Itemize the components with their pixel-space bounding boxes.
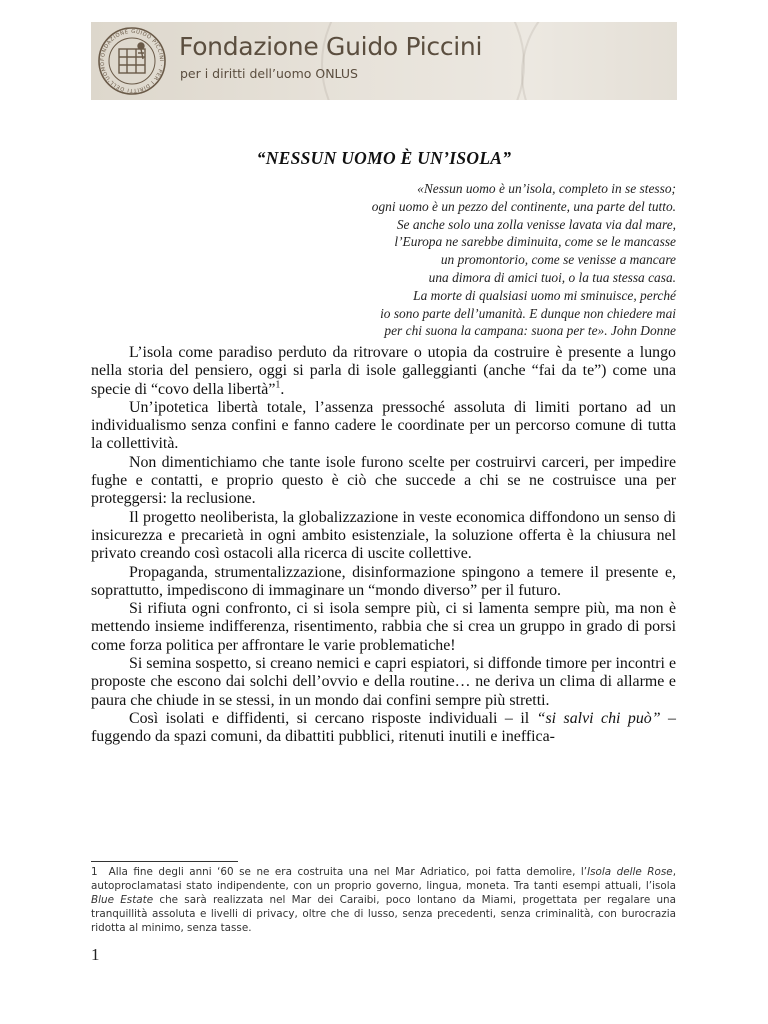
header-banner: [91, 22, 677, 100]
paragraph-text: Così isolati e diffidenti, si cercano risposte individuali – il: [129, 709, 537, 727]
italic-quote: “si salvi chi può”: [536, 709, 661, 727]
paragraph-text: – fuggendo da spazi comuni, da dibattiti pubblici, ritenuti inutili e ineffica-: [91, 709, 676, 746]
footnote-italic: Blue Estate: [91, 893, 154, 906]
paragraph: Non dimentichiamo che tante isole furono scelte per costruirvi carceri, per impedire fughe e contatti, e proprio questo è ciò che succede a chi se ne costruisce una per proteggersi: la reclusione.: [91, 453, 676, 508]
paragraph-end: .: [280, 380, 285, 398]
organization-subtitle: per i diritti dell’uomo ONLUS: [180, 66, 358, 81]
page-number: 1: [91, 945, 100, 964]
paragraph-text: L’isola come paradiso perduto da ritrovare o utopia da costruire è presente a lungo nella storia del pensiero, oggi si parla di isole galleggianti (anche “fai da te”) come una specie di “covo della libertà”: [91, 344, 676, 398]
footnote-text: che sarà realizzata nel Mar dei Caraibi, poco lontano da Miami, progettata per regalare una tranquillità assoluta e livelli di privacy, oltre che di lusso, senza precedenti, senza criminalità, con burocrazia ridotta al minimo, senza tasse.: [91, 893, 676, 934]
epigraph-line: una dimora di amici tuoi, o la tua stessa casa.: [428, 269, 676, 285]
organization-name: Fondazione Guido Piccini: [179, 32, 483, 61]
paragraph: [91, 344, 676, 399]
footnote-text: Alla fine degli anni ‘60 se ne era costruita una nel Mar Adriatico, poi fatta demolire, l’: [108, 866, 588, 878]
article-body: [91, 344, 676, 747]
svg-text:FONDAZIONE GUIDO PICCINI · PER: [100, 29, 164, 93]
epigraph-line: La morte di qualsiasi uomo mi sminuisce, perché: [413, 287, 676, 303]
page-title: “NESSUN UOMO È UN’ISOLA”: [256, 148, 512, 168]
epigraph-line: un promontorio, come se venisse a mancare: [440, 252, 676, 268]
footnote-ref[interactable]: 1: [275, 379, 281, 391]
epigraph-line: io sono parte dell’umanità. E dunque non chiedere mai: [380, 305, 676, 321]
foundation-seal-icon: [97, 26, 167, 96]
footnote-number: 1: [91, 866, 98, 878]
epigraph: [256, 180, 676, 340]
footnote: [91, 866, 676, 936]
footnote-italic: Isola delle Rose: [587, 866, 673, 878]
paragraph: Si semina sospetto, si creano nemici e capri espiatori, si diffonde timore per incontri e proposte che escono dai solchi dell’ovvio e della routine… ne deriva un clima di allarme e paura che chiude in se stessi, in un mondo dai confini sempre più stretti.: [91, 655, 676, 709]
footnote-text: , autoproclamatasi stato indipendente, con un proprio governo, lingua, moneta. Tra tanti esempi attuali, l’isola: [91, 866, 676, 892]
epigraph-line: Se anche solo una zolla venisse lavata via dal mare,: [396, 216, 676, 232]
epigraph-line: ogni uomo è un pezzo del continente, una parte del tutto.: [371, 198, 676, 214]
footnote-separator: [91, 861, 238, 862]
paragraph: [91, 710, 676, 747]
epigraph-line: per chi suona la campana: suona per te». John Donne: [384, 323, 676, 339]
epigraph-line: «Nessun uomo è un’isola, completo in se stesso;: [417, 181, 676, 196]
paragraph: Si rifiuta ogni confronto, ci si isola sempre più, ci si lamenta sempre più, ma non è mettendo insieme indifferenza, risentimento, rabbia che si crea un gruppo in grado di porsi come forza politica per affrontare le varie problematiche!: [91, 600, 676, 654]
epigraph-line: l’Europa ne sarebbe diminuita, come se le mancasse: [394, 234, 676, 250]
seal-text: FONDAZIONE GUIDO PICCINI · PER I DIRITTI DELL'UOMO: [99, 28, 165, 94]
paragraph: Propaganda, strumentalizzazione, disinformazione spingono a temere il presente e, soprattutto, impediscono di immaginare un “mondo diverso” per il futuro.: [91, 563, 676, 599]
paragraph: Il progetto neoliberista, la globalizzazione in veste economica diffondono un senso di insicurezza e precarietà in ogni ambito esistenziale, la soluzione offerta è la chiusura nel privato creando così ostacoli alla ricerca di uscite collettive.: [91, 508, 676, 563]
paragraph: Un’ipotetica libertà totale, l’assenza pressoché assoluta di limiti portano ad un individualismo senza confini e fanno cadere le coordinate per un percorso comune di tutta la collettività.: [91, 398, 676, 453]
watermark-circle: [521, 22, 677, 100]
